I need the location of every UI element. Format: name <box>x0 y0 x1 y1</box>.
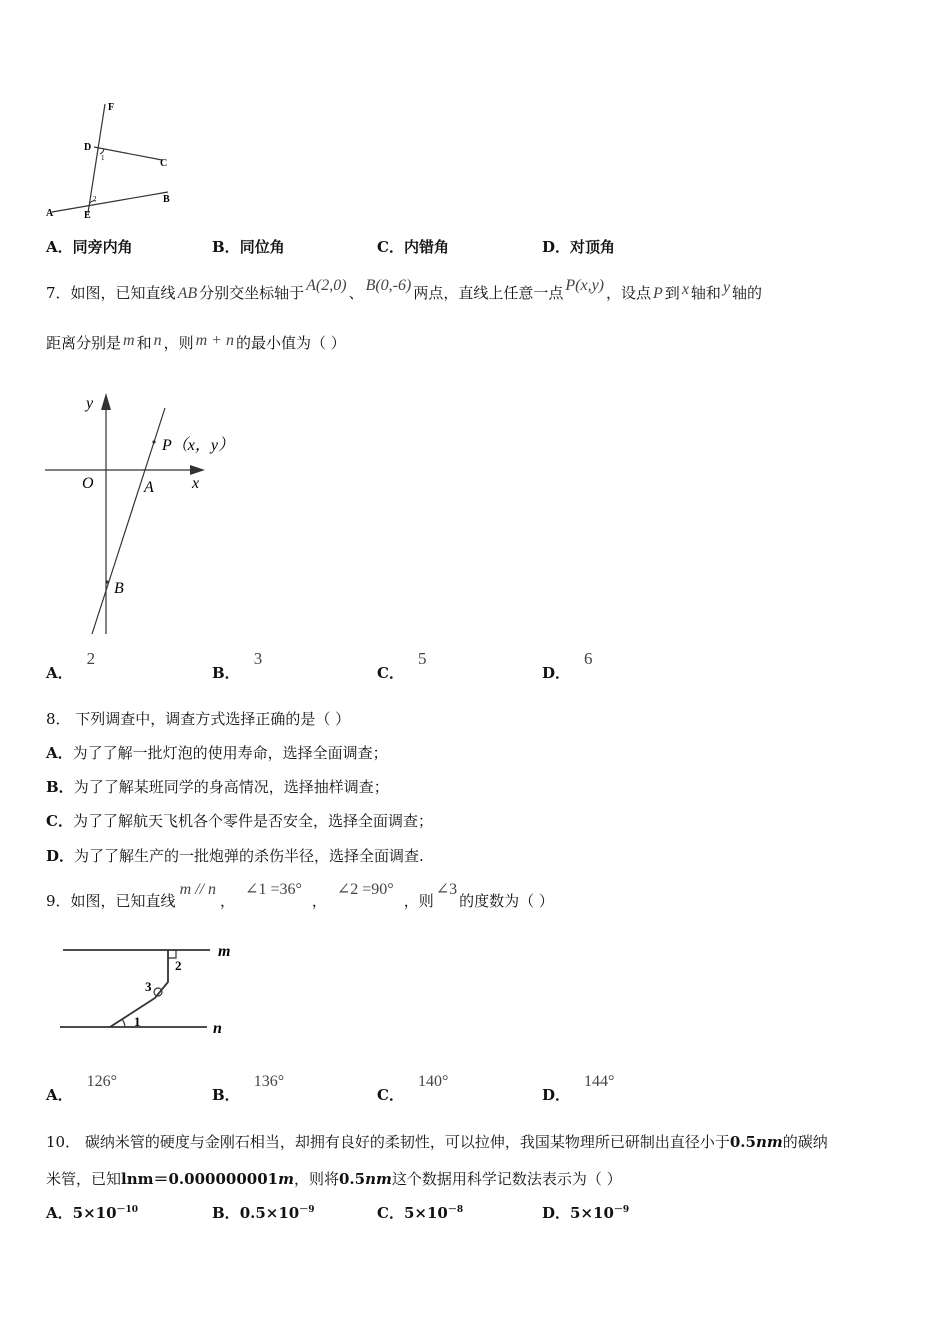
label-a: A <box>46 208 54 219</box>
q7-stem-line1: 7．如图，已知直线 AB 分别交坐标轴于 A(2,0) 、 B(0,-6) 两点，直线上任意一点 P(x,y) ，设点 P 到 x 轴和 y 轴的 <box>46 277 763 302</box>
label-1: 1 <box>101 154 105 162</box>
label-f: F <box>108 102 115 113</box>
label-a: A <box>144 479 154 496</box>
q10-option-b[interactable]: B．$0.5\times 10^{-9}$ <box>212 1204 315 1222</box>
q7-figure <box>40 388 260 638</box>
q7-option-d[interactable]: D．6 <box>542 649 593 682</box>
label-e: E <box>84 210 91 221</box>
q8-option-a[interactable]: A．为了了解一批灯泡的使用寿命，选择全面调查； <box>46 744 388 762</box>
q9-option-c[interactable]: C．140° <box>377 1073 449 1104</box>
q6-option-b[interactable]: B．同位角 <box>212 238 285 256</box>
q7-stem-line2: 距离分别是 m 和 n ，则 m + n 的最小值为（ ） <box>46 332 346 352</box>
q9-option-a[interactable]: A．126° <box>46 1073 118 1104</box>
q8-option-b[interactable]: B．为了了解某班同学的身高情况，选择抽样调查； <box>46 778 389 796</box>
q9-stem: 9．如图，已知直线m // n，∠1 =36°，∠2 =90°，则∠3的度数为（ ） <box>46 881 554 910</box>
q9-option-b[interactable]: B．136° <box>212 1073 285 1104</box>
label-2: 2 <box>93 195 97 203</box>
q6-option-a[interactable]: A．同旁内角 <box>46 238 133 256</box>
q8-stem: 8． 下列调查中，调查方式选择正确的是（ ） <box>46 710 351 728</box>
x-axis-arrow <box>190 465 205 475</box>
q10-stem-line1: 10． 碳纳米管的硬度与金刚石相当，却拥有良好的柔韧性，可以拉伸，我国某物理所已研制出直径小于0.5nm的碳纳 <box>46 1133 828 1151</box>
label-x: x <box>192 475 200 492</box>
line-ab <box>52 192 168 212</box>
q7-option-a[interactable]: A．2 <box>46 649 96 682</box>
label-p: P（x，y） <box>162 437 234 454</box>
q10-stem-line2: 米管，已知lnm＝0.000000001m，则将0.5nm这个数据用科学记数法表示为（ ） <box>46 1170 622 1188</box>
q10-option-d[interactable]: D．$5\times 10^{-9}$ <box>542 1204 630 1222</box>
label-1: 1 <box>134 1014 141 1029</box>
label-n: n <box>213 1020 222 1037</box>
label-b: B <box>114 580 124 597</box>
label-c: C <box>160 158 168 169</box>
q6-figure <box>40 98 190 223</box>
q10-option-c[interactable]: C．$5\times 10^{-8}$ <box>377 1204 464 1222</box>
label-d: D <box>84 142 92 153</box>
label-y: y <box>86 395 94 412</box>
y-axis-arrow <box>101 393 111 410</box>
label-2: 2 <box>175 958 182 973</box>
q10-option-a[interactable]: A．$5\times 10^{-10}$ <box>46 1204 139 1222</box>
q9-figure <box>55 938 255 1043</box>
q9-option-d[interactable]: D．144° <box>542 1073 615 1104</box>
label-o: O <box>82 475 94 492</box>
q7-option-b[interactable]: B．3 <box>212 649 263 682</box>
q7-option-c[interactable]: C．5 <box>377 649 427 682</box>
label-b: B <box>163 194 170 205</box>
q8-option-c[interactable]: C．为了了解航天飞机各个零件是否安全，选择全面调查； <box>46 812 433 830</box>
q6-option-c[interactable]: C．内错角 <box>377 238 449 256</box>
label-m: m <box>218 943 231 960</box>
label-3: 3 <box>145 979 152 994</box>
q8-option-d[interactable]: D．为了了解生产的一批炮弹的杀伤半径，选择全面调查. <box>46 847 424 865</box>
q6-option-d[interactable]: D．对顶角 <box>542 238 616 256</box>
